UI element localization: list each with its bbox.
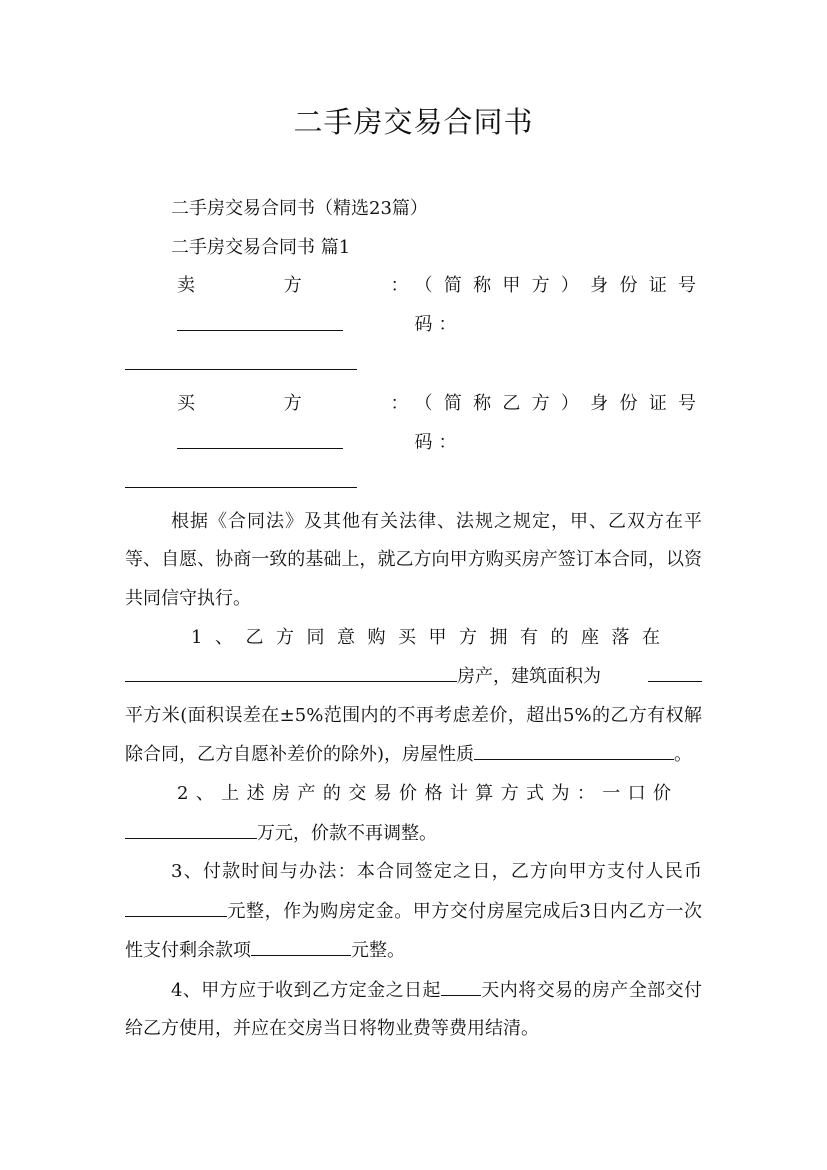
buyer-label: 买方： [177, 392, 415, 414]
intro-line: 二手房交易合同书（精选23篇） [171, 198, 428, 219]
clause-1-second-line [125, 657, 702, 697]
clause-3-text-c: 元整。 [351, 940, 405, 962]
clause-2-text-a: 2、上述房产的交易价格计算方式为：一口价 [177, 782, 679, 804]
buyer-id-line [125, 463, 702, 503]
clause-1-first-line [125, 619, 702, 658]
clause-3-text-b: 元整，作为购房定金。甲方交付房屋完成后3日内乙方一次性支付剩余款项 [125, 900, 702, 962]
clause-1-text-a: 1、乙方同意购买甲方拥有的座落在 [191, 626, 673, 648]
clause-3-deposit-blank [125, 892, 227, 917]
document-body [125, 190, 702, 1049]
buyer-id-blank [125, 463, 357, 488]
clause-1-location-blank [125, 657, 457, 682]
document-title: 二手房交易合同书 [293, 105, 534, 139]
seller-line [125, 267, 702, 345]
clause-4-days-blank [441, 971, 481, 996]
preamble-paragraph: 根据《合同法》及其他有关法律、法规之规定，甲、乙双方在平等、自愿、协商一致的基础上，就乙方向甲方购买房产签订本合同，以资共同信守执行。 [125, 510, 702, 609]
clause-1-text-c: 平方米(面积误差在±5%范围内的不再考虑差价，超出5%的乙方有权解除合同，乙方自愿补差价的除外)，房屋性质 [125, 704, 702, 766]
clause-1 [125, 619, 702, 775]
clause-1-nature-blank [474, 735, 674, 760]
clause-3 [125, 853, 702, 971]
clause-2-first-line [125, 775, 702, 814]
clause-4-text-a: 4、甲方应于收到乙方定金之日起 [171, 979, 441, 1001]
clause-4 [125, 971, 702, 1049]
seller-name-blank [177, 306, 343, 331]
clause-3-text-a: 3、付款时间与办法：本合同签定之日，乙方向甲方支付人民币 [171, 861, 702, 883]
seller-id-line [125, 345, 702, 385]
buyer-name-blank [177, 424, 343, 449]
clause-1-area-blank [648, 657, 702, 682]
section-heading: 二手房交易合同书 篇1 [171, 236, 351, 258]
clause-4-text-b: 天内将交易的房产全部交付给乙方使用，并应在交房当日将物业费等费用结清。 [125, 979, 703, 1040]
clause-1-text-d: 。 [674, 744, 693, 766]
buyer-note: （简称乙方）身份证号码： [414, 392, 702, 453]
clause-1-text-b: 房产，建筑面积为 [457, 666, 601, 688]
seller-note: （简称甲方）身份证号码： [414, 275, 702, 335]
clause-3-balance-blank [251, 931, 351, 956]
seller-label: 卖方： [177, 275, 415, 297]
clause-2-text-b: 万元，价款不再调整。 [257, 822, 437, 844]
clause-2-price-blank [125, 814, 257, 839]
clause-2 [125, 775, 702, 853]
buyer-line [125, 385, 702, 463]
seller-id-blank [125, 345, 357, 370]
